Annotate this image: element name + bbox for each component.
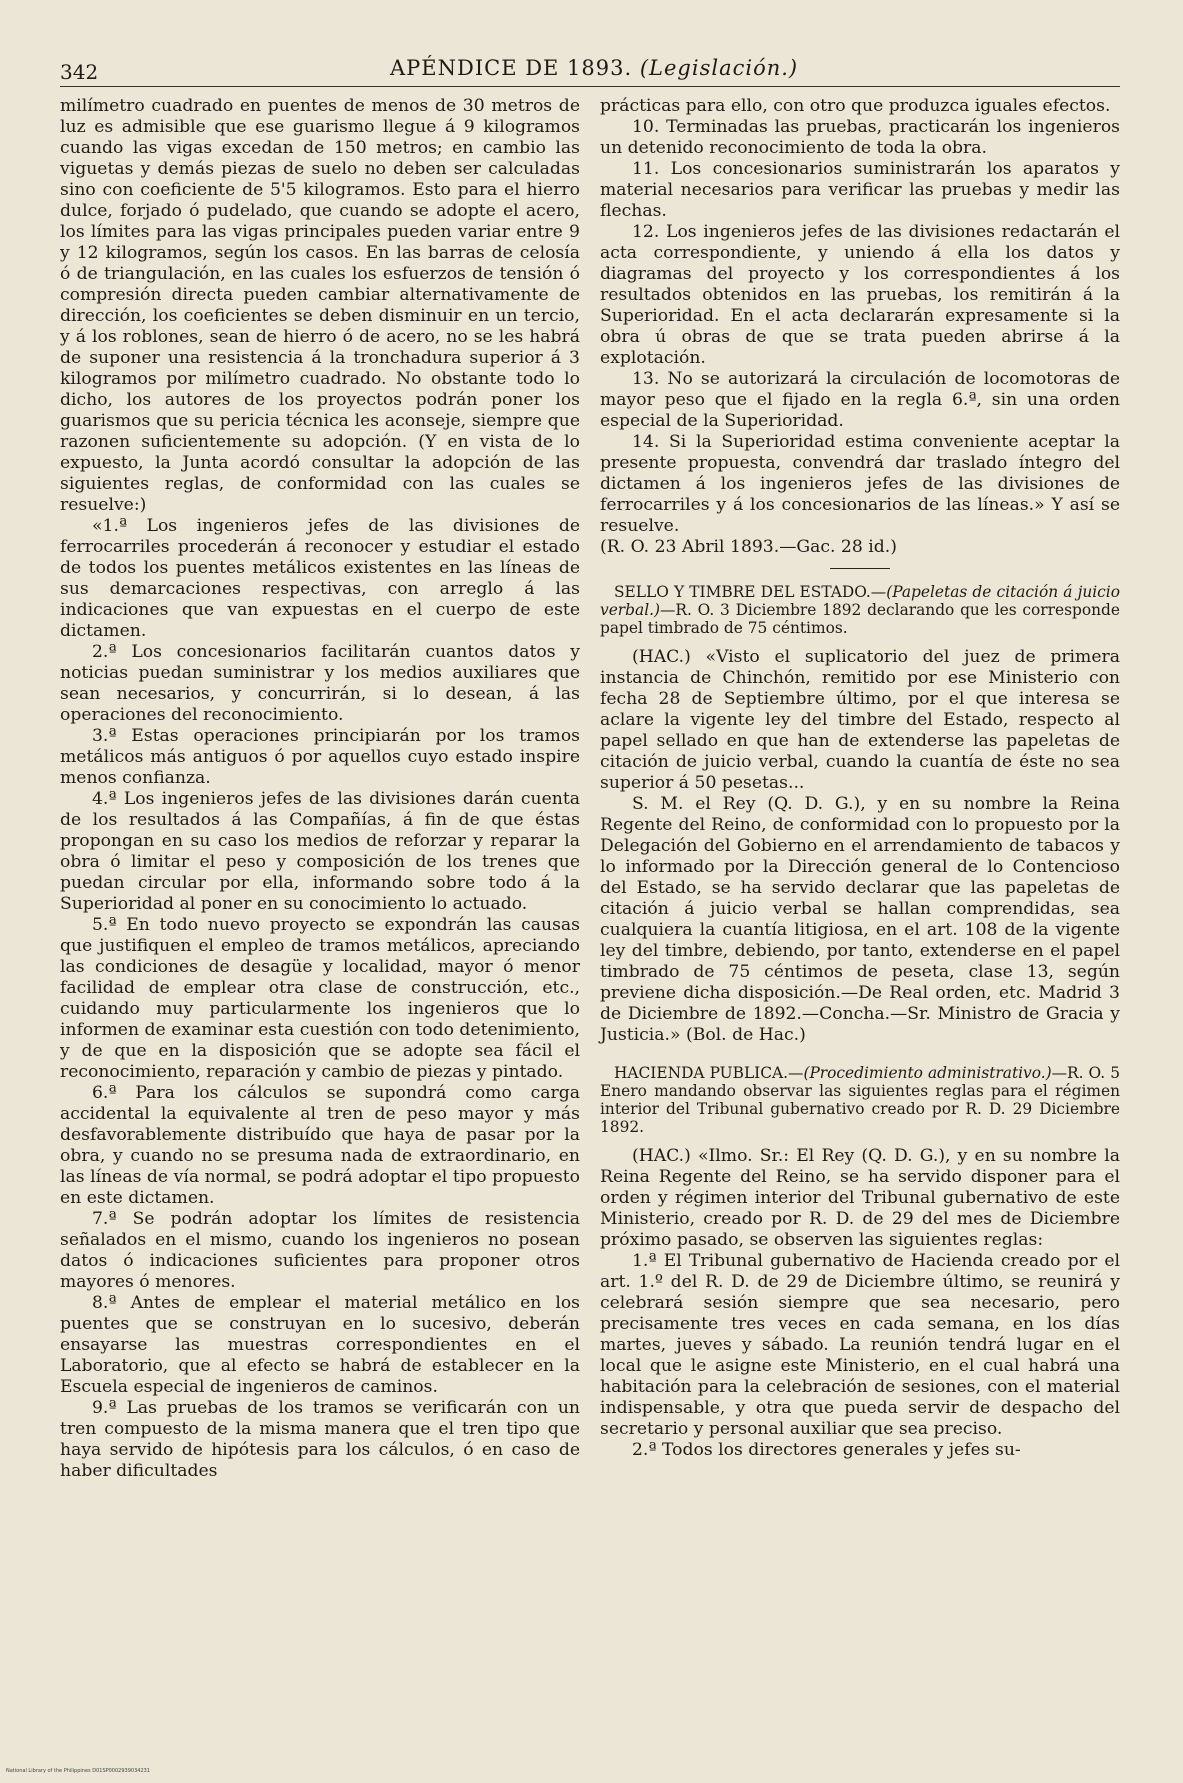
paragraph: 1.ª El Tribunal gubernativo de Hacienda creado por el art. 1.º del R. D. de 29 de Diciembre último, se reunirá y celebrará sesión siempre que sea necesario, pero precisamente tres veces en cada semana, en los días martes, jueves y sábado. La reunión tendrá lugar en el local que le asigne este Ministerio, en el cual habrá una habitación para la celebración de sesiones, con el material indispensable, y otra que pueda servir de despacho del secretario y personal auxiliar que sea preciso. (600, 1251, 1120, 1439)
paragraph: 2.ª Todos los directores generales y jefes su- (632, 1440, 1021, 1460)
paragraph: 4.ª Los ingenieros jefes de las divisiones darán cuenta de los resultados á las Compañías, á fin de que éstas propongan en su caso los medios de reforzar y reparar la obra ó limitar el peso y composición de los trenes que puedan circular por ella, informando sobre todo á la Superioridad al poner en su conocimiento lo actuado. (60, 789, 580, 914)
citation: (R. O. 23 Abril 1893.—Gac. 28 id.) (600, 537, 897, 557)
section-subtitle: (Papeletas de citación á juicio verbal.) (600, 583, 1120, 619)
paragraph: 2.ª Los concesionarios facilitarán cuantos datos y noticias puedan suministrar y los medios auxiliares que sean necesarios, y concurrirán, si lo desean, á las operaciones del reconocimiento. (60, 642, 580, 725)
section-heading (600, 1064, 1120, 1136)
paragraph: (HAC.) «Ilmo. Sr.: El Rey (Q. D. G.), y en su nombre la Reina Regente del Reino, se ha servido disponer para el orden y régimen interior del Tribunal gubernativo de este Ministerio, creado por R. D. de 29 del mes de Diciembre próximo pasado, se observen las siguientes reglas: (600, 1146, 1120, 1250)
paragraph: 14. Si la Superioridad estima conveniente aceptar la presente propuesta, convendrá dar traslado íntegro del dictamen á los ingenieros jefes de las divisiones de ferrocarriles y á los concesionarios de las líneas.» Y así se resuelve. (600, 432, 1120, 536)
paragraph: S. M. el Rey (Q. D. G.), y en su nombre la Reina Regente del Reino, de conformidad con lo propuesto por la Delegación del Gobierno en el arrendamiento de tabacos y lo informado por la Dirección general de lo Contencioso del Estado, se ha servido declarar que las papeletas de citación á juicio verbal se hallan comprendidas, sea cualquiera la cuantía litigiosa, en el art. 108 de la vigente ley del timbre, debiendo, por tanto, extenderse en el papel timbrado de 75 céntimos de peseta, clase 13, según previene dicha disposición.—De Real orden, etc. Madrid 3 de Diciembre de 1892.—Concha.—Sr. Ministro de Gracia y Justicia.» (Bol. de Hac.) (600, 794, 1120, 1045)
paragraph: (HAC.) «Visto el suplicatorio del juez de primera instancia de Chinchón, remitido por ese Ministerio con fecha 28 de Septiembre último, por el que interesa se aclare la vigente ley del timbre del Estado, respecto al papel sellado en que han de extenderse las papeletas de citación de juicio verbal, cuando la cuantía de éste no sea superior á 50 pesetas... (600, 647, 1120, 793)
section-divider (830, 568, 890, 569)
paragraph: 11. Los concesionarios suministrarán los aparatos y material necesarios para verificar las pruebas y medir las flechas. (600, 159, 1120, 221)
paragraph: 8.ª Antes de emplear el material metálico en los puentes que se construyan en lo sucesivo, deberán ensayarse las muestras correspondientes en el Laboratorio, que al efecto se habrá de establecer en la Escuela especial de ingenieros de caminos. (60, 1293, 580, 1397)
paragraph: 7.ª Se podrán adoptar los límites de resistencia señalados en el mismo, cuando los ingenieros no posean datos ó indicaciones suficientes para proponer otros mayores ó menores. (60, 1209, 580, 1292)
header-rule (60, 86, 1120, 87)
page-number: 342 (60, 60, 99, 84)
paragraph: 10. Terminadas las pruebas, practicarán los ingenieros un detenido reconocimiento de toda la obra. (600, 117, 1120, 158)
section-summary: —R. O. 3 Diciembre 1892 declarando que les corresponde papel timbrado de 75 céntimos. (600, 601, 1120, 637)
running-title-text: APÉNDICE DE 1893. (390, 56, 633, 80)
scan-footer: National Library of the Philippines D01SP0002939034231 (6, 1768, 150, 1774)
section-title: SELLO Y TIMBRE DEL ESTADO.— (614, 583, 887, 601)
paragraph: prácticas para ello, con otro que produzca iguales efectos. (600, 96, 1111, 116)
running-title-italic: (Legislación.) (639, 56, 799, 80)
running-header (60, 50, 1120, 84)
section-title: HACIENDA PUBLICA.— (614, 1064, 804, 1082)
paragraph: 12. Los ingenieros jefes de las divisiones redactarán el acta correspondiente, y uniendo á ella los datos y diagramas del proyecto y los correspondientes á los resultados obtenidos en las pruebas, los remitirán á la Superioridad. En el acta declararán expresamente si la obra ú obras de que se trata pueden abrirse á la explotación. (600, 222, 1120, 368)
section-gap (600, 1046, 1120, 1060)
right-column (600, 96, 1120, 1461)
section-heading (600, 583, 1120, 637)
section-summary: —R. O. 5 Enero mandando observar las siguientes reglas para el régimen interior del Tribunal gubernativo creado por R. D. 29 Diciembre 1892. (600, 1064, 1120, 1136)
left-column (60, 96, 580, 1482)
paragraph: 3.ª Estas operaciones principiarán por los tramos metálicos más antiguos ó por aquellos cuyo estado inspire menos confianza. (60, 726, 580, 788)
paragraph: 5.ª En todo nuevo proyecto se expondrán las causas que justifiquen el empleo de tramos metálicos, apreciando las condiciones de desagüe y localidad, mayor ó menor facilidad de emplear otra clase de construcción, etc., cuidando muy particularmente los ingenieros que lo informen de examinar esta cuestión con todo detenimiento, y de que en la disposición que se adopte sea fácil el reconocimiento, reparación y cambio de piezas y pintado. (60, 915, 580, 1082)
paragraph: 6.ª Para los cálculos se supondrá como carga accidental la equivalente al tren de peso mayor y más desfavorablemente distribuído que haya de pasar por la obra, y cuando no se presuma nada de extraordinario, en las líneas de vía normal, se podrá adoptar el tipo propuesto en este dictamen. (60, 1083, 580, 1208)
running-title (390, 56, 798, 80)
section-subtitle: (Procedimiento administrativo.) (803, 1064, 1052, 1082)
paragraph: 13. No se autorizará la circulación de locomotoras de mayor peso que el fijado en la regla 6.ª, sin una orden especial de la Superioridad. (600, 369, 1120, 431)
paragraph: milímetro cuadrado en puentes de menos de 30 metros de luz es admisible que ese guarismo llegue á 9 kilogramos cuando las vigas excedan de 150 metros; en cambio las viguetas y demás piezas de suelo no deben ser calculadas sino con coeficiente de 5'5 kilogramos. Esto para el hierro dulce, forjado ó pudelado, que cuando se adopte el acero, los límites para las vigas principales pueden variar entre 9 y 12 kilogramos, según los casos. En las barras de celosía ó de triangulación, en las cuales los esfuerzos de tensión ó compresión directa pueden cambiar alternativamente de dirección, los coeficientes se deben disminuir en un tercio, y á los roblones, sean de hierro ó de acero, no se les habrá de suponer una resistencia á la tronchadura superior á 3 kilogramos por milímetro cuadrado. No obstante todo lo dicho, los autores de los proyectos podrán poner los guarismos que su pericia técnica les aconseje, siempre que razonen suficientemente su adopción. (Y en vista de lo expuesto, la Junta acordó consultar la adopción de las siguientes reglas, de conformidad con las cuales se resuelve:) (60, 96, 580, 515)
paragraph: 9.ª Las pruebas de los tramos se verificarán con un tren compuesto de la misma manera que el tren tipo que haya servido de hipótesis para los cálculos, ó en caso de haber dificultades (60, 1398, 580, 1481)
paragraph: «1.ª Los ingenieros jefes de las divisiones de ferrocarriles procederán á reconocer y estudiar el estado de todos los puentes metálicos existentes en las líneas de sus demarcaciones respectivas, con arreglo á las indicaciones que van expuestas en el cuerpo de este dictamen. (60, 516, 580, 641)
